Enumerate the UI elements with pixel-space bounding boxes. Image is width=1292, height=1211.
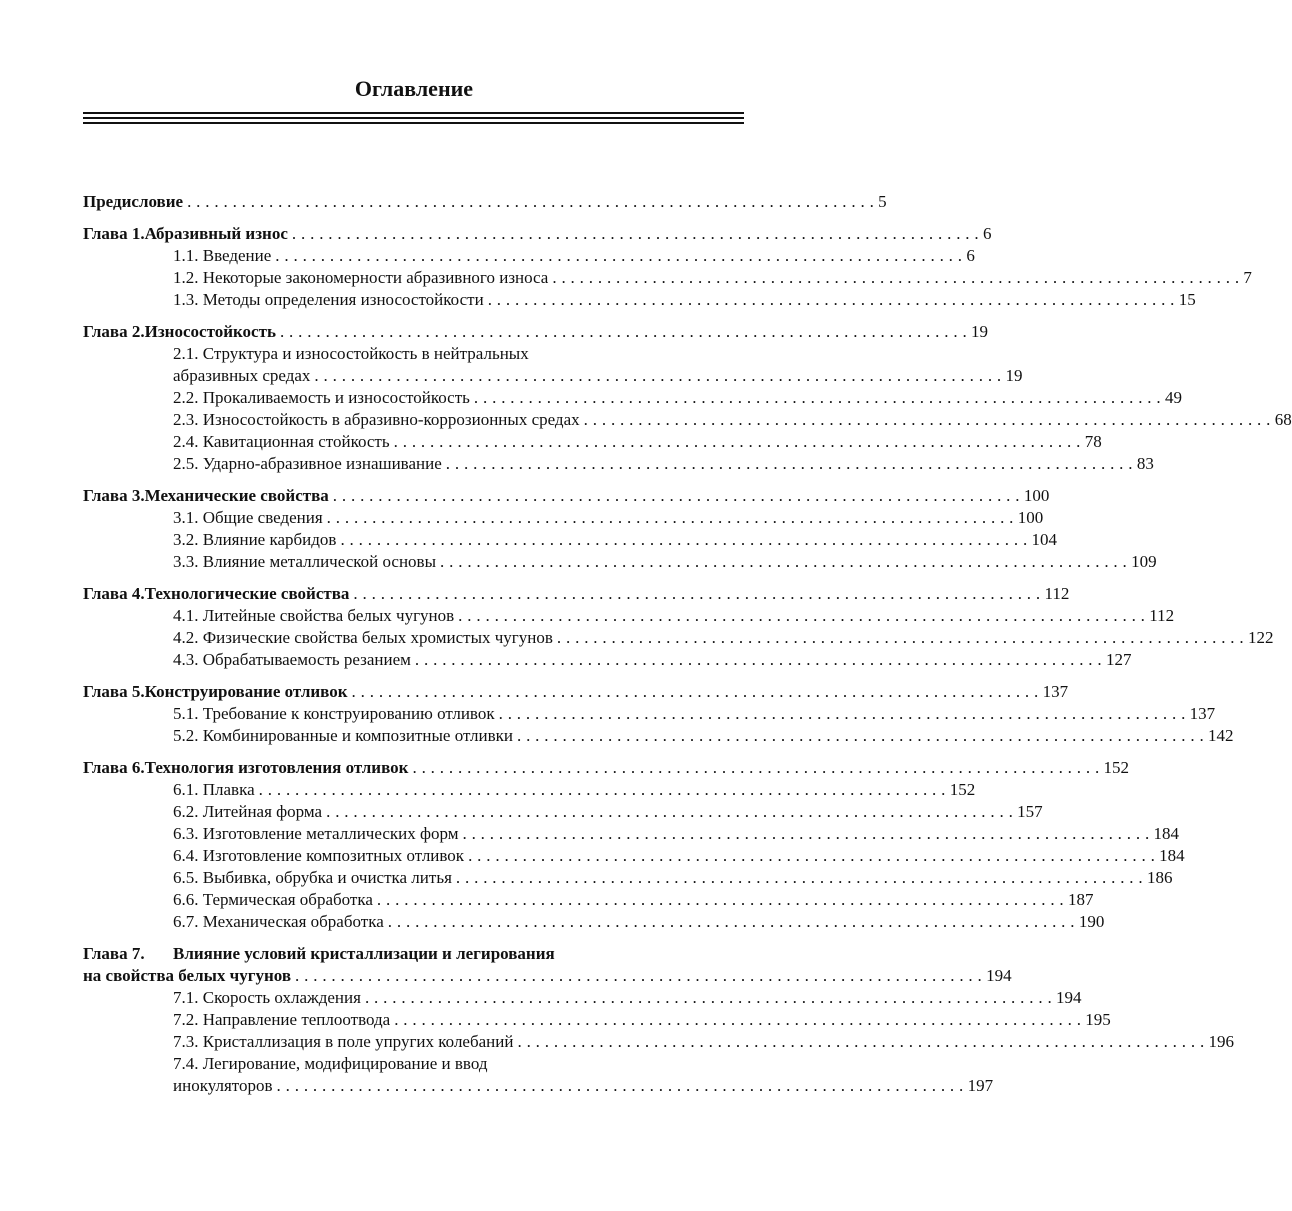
- page-number: 184: [1159, 846, 1185, 865]
- leader-dots: . . . . . . . . . . . . . . . . . . . . . . . . . . . . . . . . . . . . . . . . . . . . . . . . . . . . . . . . . . . . . . . . . . . . . . . . . . . .: [376, 890, 1064, 909]
- section-label-line1: 7.4. Легирование, модифицирование и ввод: [173, 1054, 488, 1073]
- section-label: 2.2. Прокаливаемость и износостойкость: [173, 388, 470, 407]
- page-number: 186: [1146, 868, 1173, 887]
- toc-entry-chapter-line: [83, 943, 744, 965]
- leader-dots: . . . . . . . . . . . . . . . . . . . . . . . . . . . . . . . . . . . . . . . . . . . . . . . . . . . . . . . . . . . . . . . . . . . . . . . . . . . .: [440, 552, 1128, 571]
- section-label: 5.2. Комбинированные и композитные отливки: [173, 726, 513, 745]
- toc-entry-section[interactable]: [83, 867, 1173, 889]
- leader-dots: . . . . . . . . . . . . . . . . . . . . . . . . . . . . . . . . . . . . . . . . . . . . . . . . . . . . . . . . . . . . . . . . . . . . . . . . . . . .: [412, 758, 1100, 777]
- page-number: 190: [1078, 912, 1105, 931]
- chapter-title: Механические свойства: [144, 486, 329, 505]
- leader-dots: . . . . . . . . . . . . . . . . . . . . . . . . . . . . . . . . . . . . . . . . . . . . . . . . . . . . . . . . . . . . . . . . . . . . . . . . . . . .: [326, 508, 1014, 527]
- chapter-title: Конструирование отливок: [144, 682, 348, 701]
- toc-entry-section[interactable]: [83, 911, 1105, 933]
- page-number: 78: [1084, 432, 1102, 451]
- chapter-prefix: Глава 6.: [83, 758, 145, 777]
- page-number: 68: [1274, 410, 1292, 429]
- chapter-spacer: [83, 671, 744, 681]
- leader-dots: . . . . . . . . . . . . . . . . . . . . . . . . . . . . . . . . . . . . . . . . . . . . . . . . . . . . . . . . . . . . . . . . . . . . . . . . . . . .: [291, 224, 979, 243]
- section-label: 1.2. Некоторые закономерности абразивного износа: [173, 268, 549, 287]
- section-label-line1: 2.1. Структура и износостойкость в нейтральных: [173, 344, 529, 363]
- leader-dots: . . . . . . . . . . . . . . . . . . . . . . . . . . . . . . . . . . . . . . . . . . . . . . . . . . . . . . . . . . . . . . . . . . . . . . . . . . . .: [295, 966, 983, 985]
- toc-entry-section[interactable]: [83, 431, 1102, 453]
- leader-dots: . . . . . . . . . . . . . . . . . . . . . . . . . . . . . . . . . . . . . . . . . . . . . . . . . . . . . . . . . . . . . . . . . . . . . . . . . . . .: [556, 628, 1244, 647]
- leader-dots: . . . . . . . . . . . . . . . . . . . . . . . . . . . . . . . . . . . . . . . . . . . . . . . . . . . . . . . . . . . . . . . . . . . . . . . . . . . .: [279, 322, 968, 341]
- toc-entry-section[interactable]: [83, 1009, 1111, 1031]
- page-number: 152: [949, 780, 976, 799]
- section-label: 2.5. Ударно-абразивное изнашивание: [173, 454, 442, 473]
- chapter-prefix: Глава 2.: [83, 322, 145, 341]
- page-number: 194: [986, 966, 1012, 985]
- leader-dots: . . . . . . . . . . . . . . . . . . . . . . . . . . . . . . . . . . . . . . . . . . . . . . . . . . . . . . . . . . . . . . . . . . . . . . . . . . . .: [516, 726, 1205, 745]
- page-number: 19: [971, 322, 989, 341]
- section-label: абразивных средах: [173, 366, 311, 385]
- leader-dots: . . . . . . . . . . . . . . . . . . . . . . . . . . . . . . . . . . . . . . . . . . . . . . . . . . . . . . . . . . . . . . . . . . . . . . . . . . . .: [445, 454, 1133, 473]
- toc-entry-section[interactable]: [83, 507, 1044, 529]
- section-label: 6.1. Плавка: [173, 780, 255, 799]
- leader-dots: . . . . . . . . . . . . . . . . . . . . . . . . . . . . . . . . . . . . . . . . . . . . . . . . . . . . . . . . . . . . . . . . . . . . . . . . . . . .: [353, 584, 1041, 603]
- page-number: 6: [982, 224, 992, 243]
- table-of-contents: [83, 191, 1292, 1097]
- leader-dots: . . . . . . . . . . . . . . . . . . . . . . . . . . . . . . . . . . . . . . . . . . . . . . . . . . . . . . . . . . . . . . . . . . . . . . . . . . . .: [462, 824, 1150, 843]
- page-number: 196: [1208, 1032, 1235, 1051]
- section-label: 7.3. Кристаллизация в поле упругих колебаний: [173, 1032, 514, 1051]
- chapter-title: Абразивный износ: [144, 224, 288, 243]
- toc-entry-preface[interactable]: [83, 191, 887, 213]
- section-label: 1.3. Методы определения износостойкости: [173, 290, 484, 309]
- toc-entry-section[interactable]: [83, 987, 1082, 1009]
- leader-dots: . . . . . . . . . . . . . . . . . . . . . . . . . . . . . . . . . . . . . . . . . . . . . . . . . . . . . . . . . . . . . . . . . . . . . . . . . . . .: [487, 290, 1175, 309]
- page-number: 109: [1131, 552, 1157, 571]
- toc-entry-chapter[interactable]: [83, 223, 992, 245]
- leader-dots: . . . . . . . . . . . . . . . . . . . . . . . . . . . . . . . . . . . . . . . . . . . . . . . . . . . . . . . . . . . . . . . . . . . . . . . . . . . .: [258, 780, 946, 799]
- chapter-list: [83, 213, 1292, 1097]
- toc-entry-section[interactable]: [83, 529, 1058, 551]
- section-label: 6.3. Изготовление металлических форм: [173, 824, 459, 843]
- toc-entry-section[interactable]: [83, 823, 1180, 845]
- toc-entry-section[interactable]: [83, 845, 1185, 867]
- chapter-prefix: Глава 1.: [83, 224, 145, 243]
- title-rule-bottom: [83, 122, 744, 124]
- section-label: 2.3. Износостойкость в абразивно-коррозионных средах: [173, 410, 580, 429]
- section-label: 4.3. Обрабатываемость резанием: [173, 650, 411, 669]
- toc-entry-section[interactable]: [83, 245, 975, 267]
- chapter-title-line1: Влияние условий кристаллизации и легирования: [173, 944, 555, 963]
- leader-dots: . . . . . . . . . . . . . . . . . . . . . . . . . . . . . . . . . . . . . . . . . . . . . . . . . . . . . . . . . . . . . . . . . . . . . . . . . . . .: [414, 650, 1102, 669]
- toc-entry-section[interactable]: [83, 801, 1043, 823]
- leader-dots: . . . . . . . . . . . . . . . . . . . . . . . . . . . . . . . . . . . . . . . . . . . . . . . . . . . . . . . . . . . . . . . . . . . . . . . . . . . .: [275, 246, 963, 265]
- leader-dots: . . . . . . . . . . . . . . . . . . . . . . . . . . . . . . . . . . . . . . . . . . . . . . . . . . . . . . . . . . . . . . . . . . . . . . . . . . . .: [393, 432, 1081, 451]
- section-label: 6.2. Литейная форма: [173, 802, 323, 821]
- page-title: Оглавление: [354, 76, 474, 101]
- toc-entry-section[interactable]: [83, 1075, 994, 1097]
- chapter-spacer: [83, 213, 744, 223]
- leader-dots: . . . . . . . . . . . . . . . . . . . . . . . . . . . . . . . . . . . . . . . . . . . . . . . . . . . . . . . . . . . . . . . . . . . . . . . . . . . .: [455, 868, 1143, 887]
- section-label: 6.4. Изготовление композитных отливок: [173, 846, 465, 865]
- toc-entry-section-line: [83, 1053, 744, 1075]
- chapter-spacer: [83, 475, 744, 485]
- page-number: 49: [1164, 388, 1182, 407]
- leader-dots: . . . . . . . . . . . . . . . . . . . . . . . . . . . . . . . . . . . . . . . . . . . . . . . . . . . . . . . . . . . . . . . . . . . . . . . . . . . .: [583, 410, 1271, 429]
- chapter-title: Технологические свойства: [144, 584, 350, 603]
- page-number: 5: [878, 192, 887, 211]
- chapter-prefix: Глава 4.: [83, 584, 145, 603]
- page-number: 127: [1105, 650, 1132, 669]
- section-label: 4.2. Физические свойства белых хромистых чугунов: [173, 628, 553, 647]
- toc-entry-section[interactable]: [83, 409, 1292, 431]
- toc-entry-section[interactable]: [83, 267, 1252, 289]
- leader-dots: . . . . . . . . . . . . . . . . . . . . . . . . . . . . . . . . . . . . . . . . . . . . . . . . . . . . . . . . . . . . . . . . . . . . . . . . . . . .: [326, 802, 1014, 821]
- toc-entry-section[interactable]: [83, 627, 1274, 649]
- page-number: 100: [1017, 508, 1044, 527]
- toc-entry-section[interactable]: [83, 889, 1094, 911]
- toc-entry-section[interactable]: [83, 365, 1023, 387]
- page-number: 137: [1189, 704, 1216, 723]
- leader-dots: . . . . . . . . . . . . . . . . . . . . . . . . . . . . . . . . . . . . . . . . . . . . . . . . . . . . . . . . . . . . . . . . . . . . . . . . . . . .: [458, 606, 1146, 625]
- title-rule-top: [83, 112, 744, 114]
- page-number: 197: [967, 1076, 994, 1095]
- page-number: 83: [1136, 454, 1154, 473]
- section-label: 7.1. Скорость охлаждения: [173, 988, 361, 1007]
- chapter-spacer: [83, 933, 744, 943]
- leader-dots: . . . . . . . . . . . . . . . . . . . . . . . . . . . . . . . . . . . . . . . . . . . . . . . . . . . . . . . . . . . . . . . . . . . . . . . . . . . .: [187, 192, 875, 211]
- page-number: 6: [966, 246, 975, 265]
- toc-entry-section[interactable]: [83, 703, 1216, 725]
- toc-entry-section[interactable]: [83, 779, 976, 801]
- section-label: 1.1. Введение: [173, 246, 272, 265]
- page-number: 7: [1243, 268, 1252, 287]
- chapter-spacer: [83, 311, 744, 321]
- page-number: 15: [1178, 290, 1196, 309]
- toc-entry-chapter[interactable]: [83, 485, 1050, 507]
- section-label: 4.1. Литейные свойства белых чугунов: [173, 606, 455, 625]
- toc-entry-section[interactable]: [83, 289, 1196, 311]
- section-label: 6.5. Выбивка, обрубка и очистка литья: [173, 868, 452, 887]
- page-number: 157: [1017, 802, 1043, 821]
- section-label: 3.1. Общие сведения: [173, 508, 323, 527]
- leader-dots: . . . . . . . . . . . . . . . . . . . . . . . . . . . . . . . . . . . . . . . . . . . . . . . . . . . . . . . . . . . . . . . . . . . . . . . . . . . .: [473, 388, 1161, 407]
- leader-dots: . . . . . . . . . . . . . . . . . . . . . . . . . . . . . . . . . . . . . . . . . . . . . . . . . . . . . . . . . . . . . . . . . . . . . . . . . . . .: [364, 988, 1053, 1007]
- chapter-title: на свойства белых чугунов: [83, 966, 292, 985]
- preface-label: Предисловие: [83, 192, 184, 211]
- toc-entry-chapter[interactable]: [83, 583, 1070, 605]
- page-number: 142: [1208, 726, 1234, 745]
- toc-entry-chapter[interactable]: [83, 681, 1069, 703]
- leader-dots: . . . . . . . . . . . . . . . . . . . . . . . . . . . . . . . . . . . . . . . . . . . . . . . . . . . . . . . . . . . . . . . . . . . . . . . . . . . .: [517, 1032, 1205, 1051]
- page-number: 152: [1103, 758, 1130, 777]
- leader-dots: . . . . . . . . . . . . . . . . . . . . . . . . . . . . . . . . . . . . . . . . . . . . . . . . . . . . . . . . . . . . . . . . . . . . . . . . . . . .: [351, 682, 1039, 701]
- page-number: 137: [1042, 682, 1069, 701]
- section-label: инокуляторов: [173, 1076, 273, 1095]
- page-number: 112: [1149, 606, 1175, 625]
- chapter-prefix: Глава 3.: [83, 486, 145, 505]
- chapter-spacer: [83, 747, 744, 757]
- section-label: 2.4. Кавитационная стойкость: [173, 432, 390, 451]
- chapter-prefix: Глава 5.: [83, 682, 145, 701]
- leader-dots: . . . . . . . . . . . . . . . . . . . . . . . . . . . . . . . . . . . . . . . . . . . . . . . . . . . . . . . . . . . . . . . . . . . . . . . . . . . .: [332, 486, 1020, 505]
- toc-entry-chapter[interactable]: [83, 965, 1012, 987]
- page-number: 19: [1005, 366, 1023, 385]
- leader-dots: . . . . . . . . . . . . . . . . . . . . . . . . . . . . . . . . . . . . . . . . . . . . . . . . . . . . . . . . . . . . . . . . . . . . . . . . . . . .: [314, 366, 1002, 385]
- page-number: 194: [1056, 988, 1082, 1007]
- page-number: 184: [1153, 824, 1180, 843]
- section-label: 5.1. Требование к конструированию отливок: [173, 704, 495, 723]
- toc-entry-section[interactable]: [83, 649, 1132, 671]
- toc-entry-chapter[interactable]: [83, 321, 989, 343]
- section-label: 3.2. Влияние карбидов: [173, 530, 337, 549]
- toc-entry-section[interactable]: [83, 1031, 1235, 1053]
- toc-entry-section[interactable]: [83, 453, 1154, 475]
- leader-dots: . . . . . . . . . . . . . . . . . . . . . . . . . . . . . . . . . . . . . . . . . . . . . . . . . . . . . . . . . . . . . . . . . . . . . . . . . . . .: [387, 912, 1075, 931]
- title-rule-middle: [83, 117, 744, 119]
- section-label: 6.7. Механическая обработка: [173, 912, 384, 931]
- page-number: 122: [1247, 628, 1274, 647]
- leader-dots: . . . . . . . . . . . . . . . . . . . . . . . . . . . . . . . . . . . . . . . . . . . . . . . . . . . . . . . . . . . . . . . . . . . . . . . . . . . .: [552, 268, 1240, 287]
- section-label: 7.2. Направление теплоотвода: [173, 1010, 391, 1029]
- page-number: 104: [1031, 530, 1058, 549]
- chapter-title: Износостойкость: [144, 322, 276, 341]
- leader-dots: . . . . . . . . . . . . . . . . . . . . . . . . . . . . . . . . . . . . . . . . . . . . . . . . . . . . . . . . . . . . . . . . . . . . . . . . . . . .: [394, 1010, 1082, 1029]
- toc-entry-section-line: [83, 343, 744, 365]
- chapter-title: Технология изготовления отливок: [144, 758, 409, 777]
- toc-entry-section[interactable]: [83, 725, 1234, 747]
- chapter-prefix: Глава 7.: [83, 944, 145, 963]
- page-number: 187: [1067, 890, 1094, 909]
- chapter-spacer: [83, 573, 744, 583]
- leader-dots: . . . . . . . . . . . . . . . . . . . . . . . . . . . . . . . . . . . . . . . . . . . . . . . . . . . . . . . . . . . . . . . . . . . . . . . . . . . .: [276, 1076, 964, 1095]
- leader-dots: . . . . . . . . . . . . . . . . . . . . . . . . . . . . . . . . . . . . . . . . . . . . . . . . . . . . . . . . . . . . . . . . . . . . . . . . . . . .: [498, 704, 1186, 723]
- section-label: 6.6. Термическая обработка: [173, 890, 373, 909]
- page-number: 195: [1085, 1010, 1111, 1029]
- toc-entry-section[interactable]: [83, 605, 1175, 627]
- page-number: 100: [1023, 486, 1050, 505]
- section-label: 3.3. Влияние металлической основы: [173, 552, 437, 571]
- leader-dots: . . . . . . . . . . . . . . . . . . . . . . . . . . . . . . . . . . . . . . . . . . . . . . . . . . . . . . . . . . . . . . . . . . . . . . . . . . . .: [340, 530, 1028, 549]
- page-number: 112: [1044, 584, 1070, 603]
- toc-entry-section[interactable]: [83, 551, 1157, 573]
- leader-dots: . . . . . . . . . . . . . . . . . . . . . . . . . . . . . . . . . . . . . . . . . . . . . . . . . . . . . . . . . . . . . . . . . . . . . . . . . . . .: [468, 846, 1156, 865]
- toc-entry-section[interactable]: [83, 387, 1182, 409]
- toc-entry-chapter[interactable]: [83, 757, 1130, 779]
